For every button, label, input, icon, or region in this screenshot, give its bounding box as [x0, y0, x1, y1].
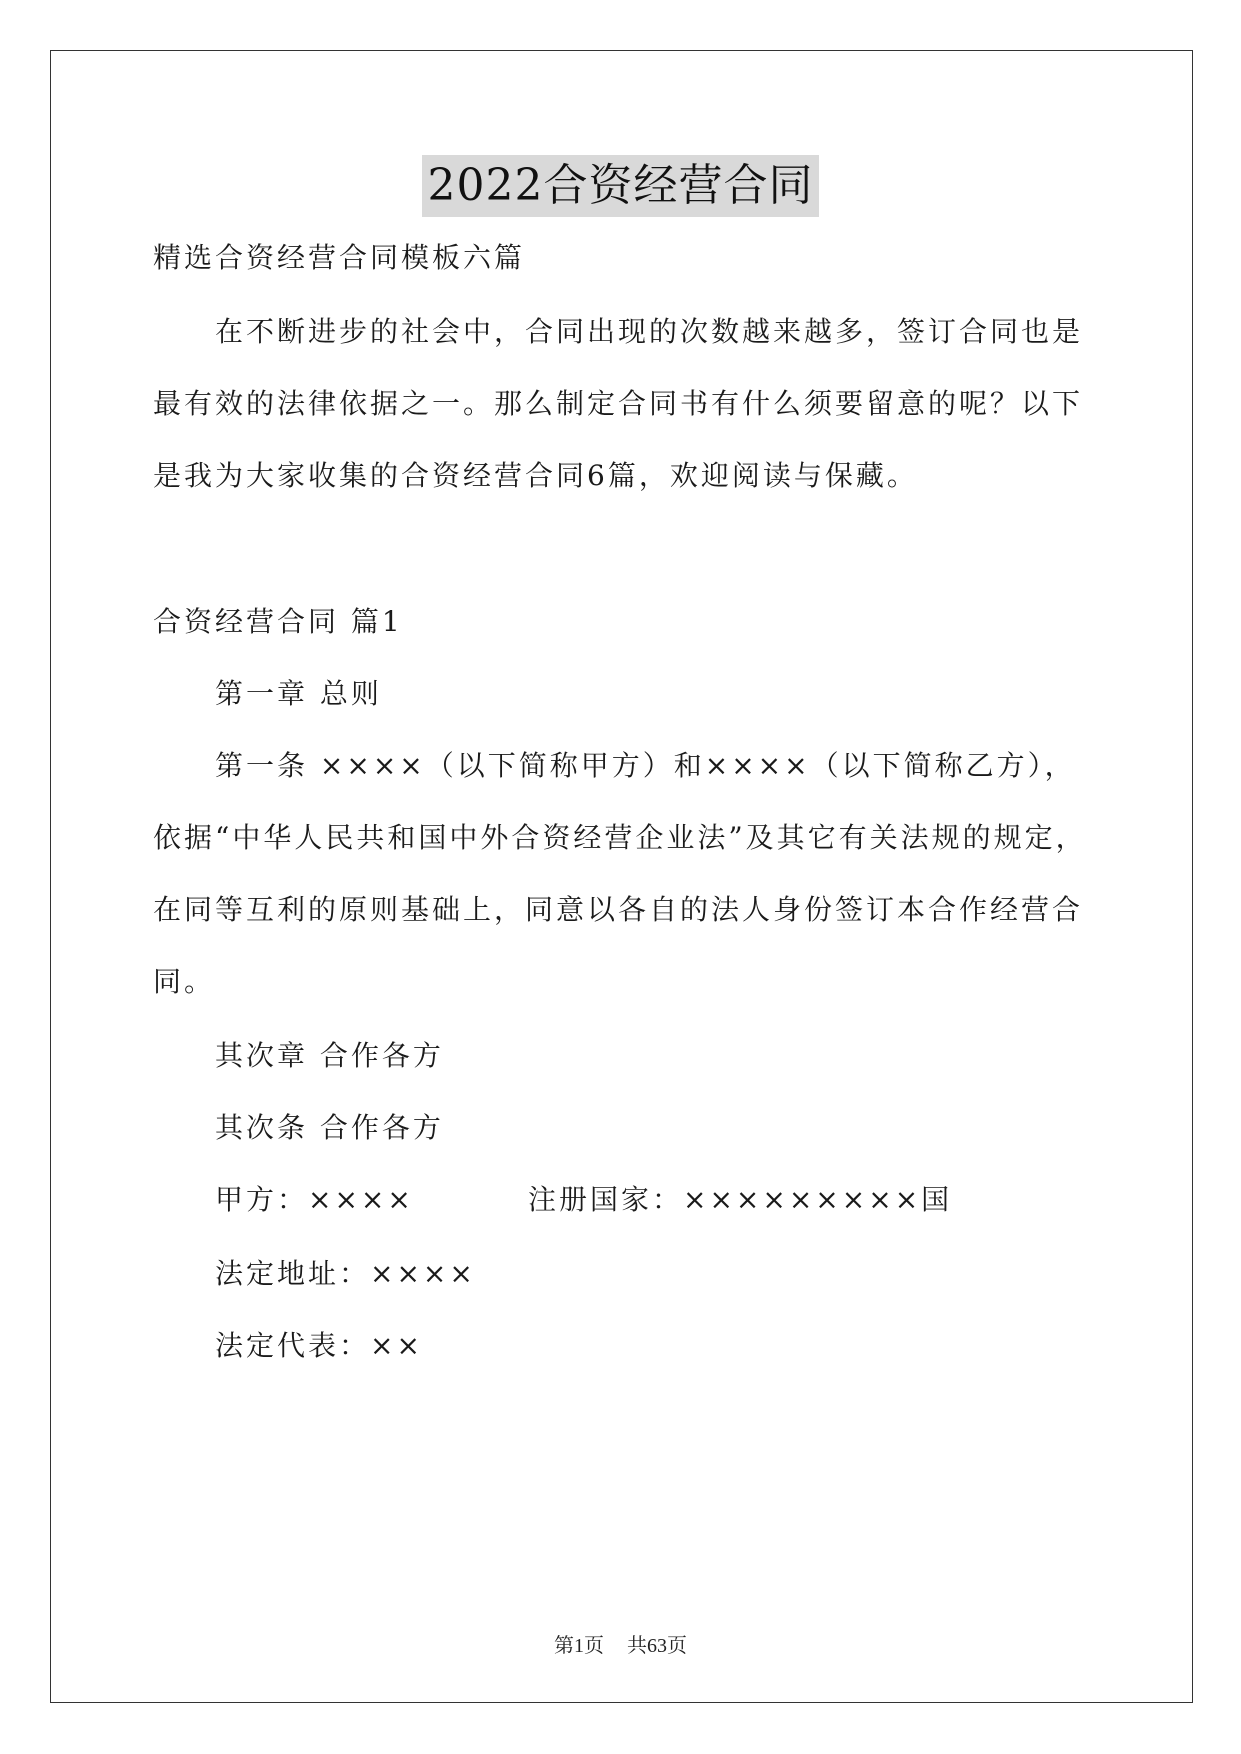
page-number: 第1页 [554, 1635, 604, 1657]
page-footer [0, 1629, 1241, 1658]
page-border [50, 50, 1193, 1703]
party-a: 甲方：×××× [215, 1183, 414, 1216]
chapter-2-heading: 其次章 合作各方 [215, 1039, 444, 1072]
article-1-line-2: 依据“中华人民共和国中外合资经营企业法”及其它有关法规的规定， [153, 821, 1087, 854]
registered-country: 注册国家：×××××××××国 [528, 1183, 953, 1216]
page-total: 共63页 [627, 1635, 687, 1657]
article-1-line-1: 第一条 ××××（以下简称甲方）和××××（以下简称乙方）， [215, 749, 1076, 782]
intro-line-3: 是我为大家收集的合资经营合同6篇，欢迎阅读与保藏。 [153, 459, 918, 492]
section-heading: 合资经营合同 篇1 [153, 605, 403, 638]
article-1-line-3: 在同等互利的原则基础上，同意以各自的法人身份签订本合作经营合 [153, 893, 1084, 926]
subtitle: 精选合资经营合同模板六篇 [153, 241, 526, 274]
article-2-heading: 其次条 合作各方 [215, 1111, 444, 1144]
intro-line-1: 在不断进步的社会中，合同出现的次数越来越多，签订合同也是 [215, 315, 1084, 348]
chapter-1-heading: 第一章 总则 [215, 677, 382, 710]
legal-address: 法定地址：×××× [215, 1257, 476, 1290]
legal-representative: 法定代表：×× [215, 1329, 423, 1362]
document-title: 2022合资经营合同 [422, 155, 820, 217]
title-container [0, 155, 1241, 217]
intro-line-2: 最有效的法律依据之一。那么制定合同书有什么须要留意的呢？以下 [153, 387, 1084, 420]
article-1-line-4: 同。 [153, 965, 216, 998]
